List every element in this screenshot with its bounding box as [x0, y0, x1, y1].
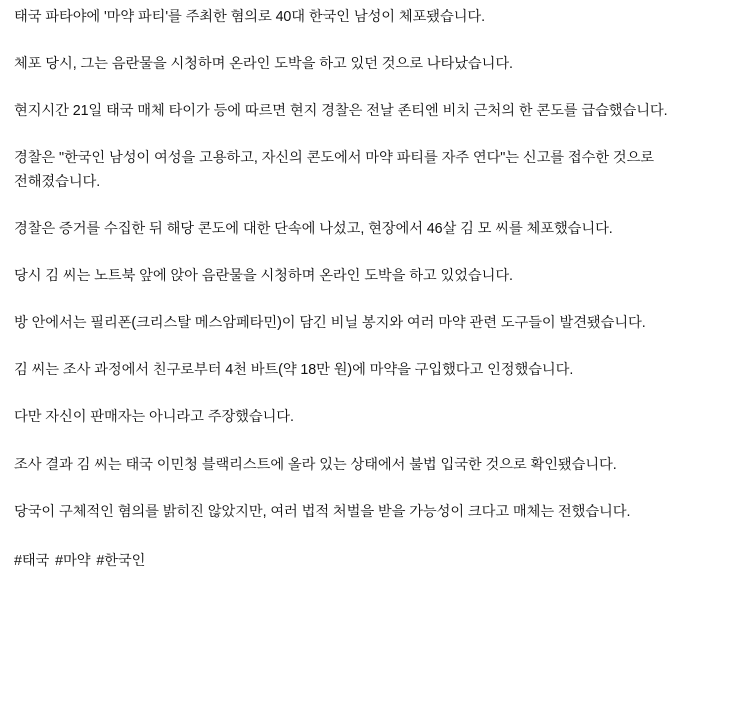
article-paragraph: 태국 파타야에 '마약 파티'를 주최한 혐의로 40대 한국인 남성이 체포됐습니다.	[14, 9, 486, 25]
article-paragraph: 김 씨는 조사 과정에서 친구로부터 4천 바트(약 18만 원)에 마약을 구입했다고 인정했습니다.	[14, 362, 574, 379]
article-paragraph: 현지시간 21일 태국 매체 타이가 등에 따르면 현지 경찰은 전날 존티엔 비치 근처의 한 콘도를 급습했습니다.	[14, 103, 668, 120]
article-paragraph: 조사 결과 김 씨는 태국 이민청 블랙리스트에 올라 있는 상태에서 불법 입국한 것으로 확인됐습니다.	[14, 456, 617, 473]
article-paragraph: 체포 당시, 그는 음란물을 시청하며 온라인 도박을 하고 있던 것으로 나타났습니다.	[14, 56, 513, 73]
tag-list	[14, 550, 736, 573]
article-paragraph: 다만 자신이 판매자는 아니라고 주장했습니다.	[14, 409, 294, 426]
tag-link[interactable]: #마약	[55, 552, 91, 569]
tag-link[interactable]: #태국	[14, 552, 50, 569]
article-paragraph: 당국이 구체적인 혐의를 밝히진 않았지만, 여러 법적 처벌을 받을 가능성이 크다고 매체는 전했습니다.	[14, 503, 631, 520]
article-paragraph: 경찰은 "한국인 남성이 여성을 고용하고, 자신의 콘도에서 마약 파티를 자주 연다"는 신고를 접수한 것으로 전해졌습니다.	[14, 150, 655, 190]
article-paragraph: 방 안에서는 필리폰(크리스탈 메스암페타민)이 담긴 비닐 봉지와 여러 마약 관련 도구들이 발견됐습니다.	[14, 315, 646, 332]
tag-link[interactable]: #한국인	[96, 552, 146, 569]
article-paragraph: 경찰은 증거를 수집한 뒤 해당 콘도에 대한 단속에 나섰고, 현장에서 46살 김 모 씨를 체포했습니다.	[14, 220, 613, 237]
article-paragraph: 당시 김 씨는 노트북 앞에 앉아 음란물을 시청하며 온라인 도박을 하고 있었습니다.	[14, 267, 513, 284]
